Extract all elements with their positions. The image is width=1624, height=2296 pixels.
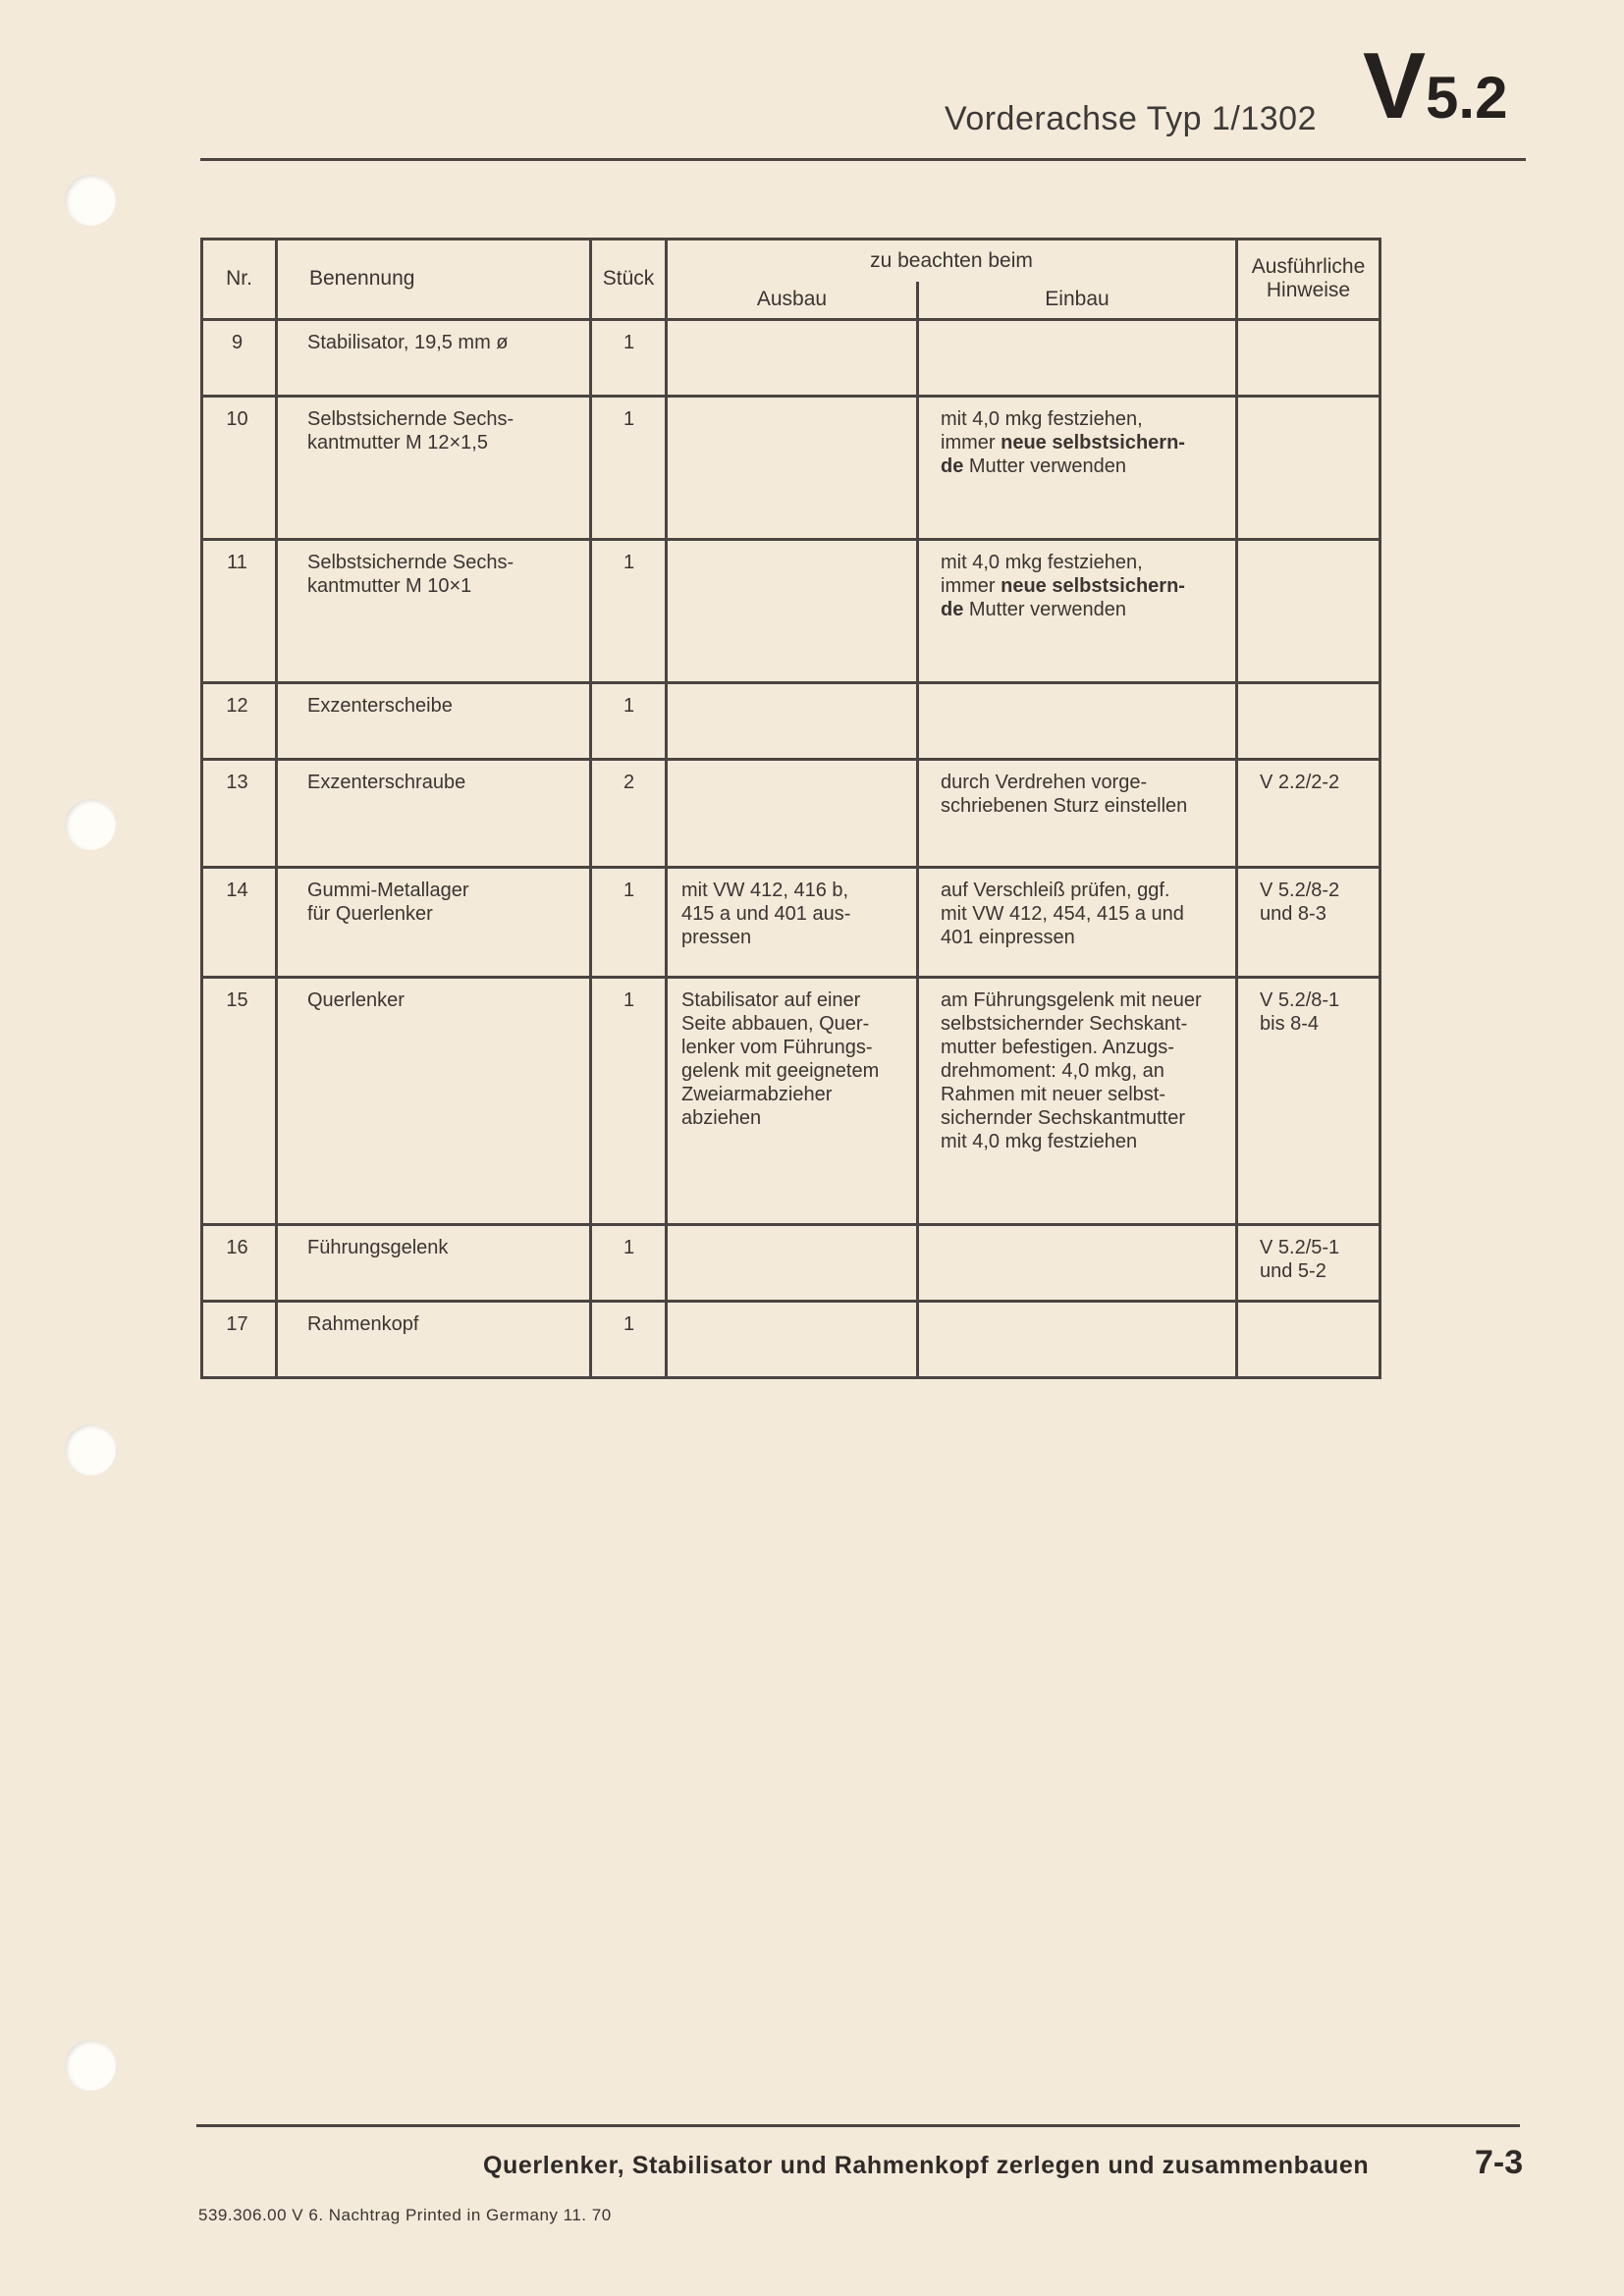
cell-nr: 15 [202, 977, 277, 1224]
cell-nr: 10 [202, 396, 277, 539]
cell-einbau: auf Verschleiß prüfen, ggf. mit VW 412, 454, 415 a und 401 einpressen [918, 867, 1237, 977]
table-row [202, 396, 1380, 539]
table-row [202, 319, 1380, 396]
einbau-text: mit 4,0 mkg festziehen, immer [941, 407, 1143, 454]
cell-stueck: 1 [591, 682, 667, 759]
col-header-nr: Nr. [202, 240, 277, 320]
cell-nr: 17 [202, 1301, 277, 1377]
cell-benennung: Selbstsichernde Sechs- kantmutter M 10×1 [277, 539, 591, 682]
cell-hinweise [1237, 319, 1380, 396]
cell-hinweise: V 2.2/2-2 [1237, 759, 1380, 867]
table-row [202, 867, 1380, 977]
col-header-hinweise-line2: Hinweise [1266, 279, 1351, 302]
col-header-ausbau: Ausbau [667, 282, 918, 319]
table-row [202, 977, 1380, 1224]
einbau-emphasis: neue selbstsichern- de [941, 431, 1185, 477]
cell-einbau [918, 319, 1237, 396]
einbau-text: Mutter verwenden [963, 598, 1126, 620]
cell-stueck: 2 [591, 759, 667, 867]
section-code [1363, 33, 1508, 138]
col-header-einbau: Einbau [918, 282, 1237, 319]
punch-hole [65, 799, 116, 850]
einbau-text: mit 4,0 mkg festziehen, immer [941, 551, 1143, 597]
cell-nr: 14 [202, 867, 277, 977]
col-header-group: zu beachten beim [667, 240, 1237, 283]
table-row [202, 682, 1380, 759]
cell-einbau [918, 1224, 1237, 1301]
cell-nr: 12 [202, 682, 277, 759]
cell-ausbau [667, 759, 918, 867]
cell-benennung: Führungsgelenk [277, 1224, 591, 1301]
cell-hinweise [1237, 1301, 1380, 1377]
cell-ausbau [667, 396, 918, 539]
cell-benennung: Exzenterscheibe [277, 682, 591, 759]
cell-einbau [918, 1301, 1237, 1377]
print-line: 539.306.00 V 6. Nachtrag Printed in Germany 11. 70 [198, 2206, 612, 2224]
cell-nr: 13 [202, 759, 277, 867]
cell-stueck: 1 [591, 1224, 667, 1301]
cell-nr: 11 [202, 539, 277, 682]
punch-hole [65, 175, 116, 226]
cell-stueck: 1 [591, 539, 667, 682]
cell-benennung: Exzenterschraube [277, 759, 591, 867]
cell-ausbau [667, 539, 918, 682]
col-header-hinweise [1237, 240, 1380, 320]
page-title: Vorderachse Typ 1/1302 [945, 100, 1317, 137]
cell-stueck: 1 [591, 977, 667, 1224]
cell-stueck: 1 [591, 319, 667, 396]
cell-benennung: Selbstsichernde Sechs- kantmutter M 12×1,5 [277, 396, 591, 539]
punch-hole [65, 1424, 116, 1475]
section-number: 5.2 [1426, 65, 1508, 131]
table-row [202, 759, 1380, 867]
cell-hinweise: V 5.2/8-2 und 8-3 [1237, 867, 1380, 977]
cell-ausbau [667, 1301, 918, 1377]
cell-ausbau [667, 1224, 918, 1301]
cell-stueck: 1 [591, 396, 667, 539]
section-letter: V [1363, 33, 1427, 138]
col-header-benennung: Benennung [277, 240, 591, 320]
cell-ausbau [667, 319, 918, 396]
col-header-hinweise-line1: Ausführliche [1251, 255, 1366, 279]
parts-table [200, 238, 1381, 1379]
cell-benennung: Querlenker [277, 977, 591, 1224]
cell-einbau: am Führungsgelenk mit neuer selbstsichernder Sechskant- mutter befestigen. Anzugs- drehmoment: 4,0 mkg, an Rahmen mit neuer selbst- sichernder Sechskantmutter mit 4,0 mkg festziehen [918, 977, 1237, 1224]
footer-rule [196, 2124, 1520, 2127]
cell-benennung: Stabilisator, 19,5 mm ø [277, 319, 591, 396]
punch-hole [65, 2040, 116, 2091]
cell-stueck: 1 [591, 867, 667, 977]
cell-nr: 16 [202, 1224, 277, 1301]
einbau-text: Mutter verwenden [963, 454, 1126, 477]
table-row [202, 1224, 1380, 1301]
cell-nr: 9 [202, 319, 277, 396]
cell-ausbau [667, 682, 918, 759]
cell-einbau [918, 539, 1237, 682]
cell-hinweise [1237, 539, 1380, 682]
cell-benennung: Rahmenkopf [277, 1301, 591, 1377]
col-header-stueck: Stück [591, 240, 667, 320]
cell-hinweise: V 5.2/5-1 und 5-2 [1237, 1224, 1380, 1301]
table-row [202, 1301, 1380, 1377]
cell-ausbau: mit VW 412, 416 b, 415 a und 401 aus- pressen [667, 867, 918, 977]
cell-ausbau: Stabilisator auf einer Seite abbauen, Quer- lenker vom Führungs- gelenk mit geeignetem Zweiarmabzieher abziehen [667, 977, 918, 1224]
cell-einbau: durch Verdrehen vorge- schriebenen Sturz einstellen [918, 759, 1237, 867]
header-rule [200, 158, 1526, 161]
table-row [202, 539, 1380, 682]
cell-hinweise: V 5.2/8-1 bis 8-4 [1237, 977, 1380, 1224]
cell-einbau [918, 682, 1237, 759]
cell-einbau [918, 396, 1237, 539]
footer-title: Querlenker, Stabilisator und Rahmenkopf zerlegen und zusammenbauen [483, 2152, 1370, 2179]
cell-benennung: Gummi-Metallager für Querlenker [277, 867, 591, 977]
cell-hinweise [1237, 682, 1380, 759]
einbau-emphasis: neue selbstsichern- de [941, 574, 1185, 620]
cell-hinweise [1237, 396, 1380, 539]
cell-stueck: 1 [591, 1301, 667, 1377]
page-number: 7-3 [1475, 2144, 1524, 2181]
